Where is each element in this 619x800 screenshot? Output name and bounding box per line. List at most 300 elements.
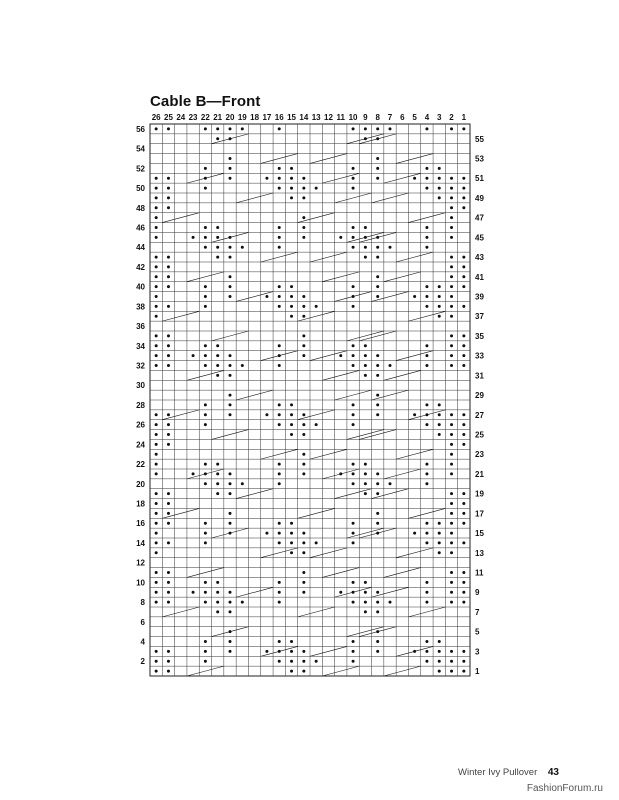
purl-dot bbox=[278, 413, 281, 416]
purl-dot bbox=[413, 177, 416, 180]
purl-dot bbox=[376, 610, 379, 613]
purl-dot bbox=[278, 305, 281, 308]
purl-dot bbox=[352, 423, 355, 426]
purl-dot bbox=[167, 591, 170, 594]
purl-dot bbox=[302, 305, 305, 308]
purl-dot bbox=[352, 187, 355, 190]
purl-dot bbox=[450, 571, 453, 574]
chart-title: Cable B—Front bbox=[150, 93, 261, 110]
purl-dot bbox=[438, 315, 441, 318]
purl-dot bbox=[278, 295, 281, 298]
purl-dot bbox=[376, 512, 379, 515]
purl-dot bbox=[352, 246, 355, 249]
row-label-left: 52 bbox=[136, 164, 145, 174]
purl-dot bbox=[290, 660, 293, 663]
purl-dot bbox=[167, 177, 170, 180]
purl-dot bbox=[216, 581, 219, 584]
row-label-right: 31 bbox=[475, 371, 484, 381]
purl-dot bbox=[265, 532, 268, 535]
purl-dot bbox=[462, 413, 465, 416]
purl-dot bbox=[216, 374, 219, 377]
purl-dot bbox=[302, 196, 305, 199]
purl-dot bbox=[462, 275, 465, 278]
row-label-left: 8 bbox=[140, 598, 145, 608]
purl-dot bbox=[438, 670, 441, 673]
purl-dot bbox=[155, 660, 158, 663]
purl-dot bbox=[155, 265, 158, 268]
column-number: 6 bbox=[400, 113, 405, 122]
purl-dot bbox=[352, 403, 355, 406]
purl-dot bbox=[352, 601, 355, 604]
purl-dot bbox=[290, 305, 293, 308]
purl-dot bbox=[438, 177, 441, 180]
purl-dot bbox=[290, 196, 293, 199]
column-number: 25 bbox=[164, 113, 173, 122]
column-number: 15 bbox=[287, 113, 296, 122]
purl-dot bbox=[229, 472, 232, 475]
purl-dot bbox=[229, 256, 232, 259]
purl-dot bbox=[204, 354, 207, 357]
purl-dot bbox=[278, 640, 281, 643]
purl-dot bbox=[229, 275, 232, 278]
purl-dot bbox=[167, 433, 170, 436]
purl-dot bbox=[376, 650, 379, 653]
purl-dot bbox=[462, 443, 465, 446]
purl-dot bbox=[352, 650, 355, 653]
purl-dot bbox=[216, 246, 219, 249]
purl-dot bbox=[278, 660, 281, 663]
purl-dot bbox=[216, 610, 219, 613]
row-label-right: 43 bbox=[475, 253, 484, 263]
purl-dot bbox=[438, 660, 441, 663]
purl-dot bbox=[450, 453, 453, 456]
purl-dot bbox=[352, 167, 355, 170]
purl-dot bbox=[462, 334, 465, 337]
purl-dot bbox=[155, 650, 158, 653]
purl-dot bbox=[155, 571, 158, 574]
purl-dot bbox=[450, 127, 453, 130]
column-number: 14 bbox=[299, 113, 309, 122]
purl-dot bbox=[302, 334, 305, 337]
purl-dot bbox=[265, 177, 268, 180]
row-label-left: 48 bbox=[136, 203, 145, 213]
row-label-left: 46 bbox=[136, 223, 145, 233]
purl-dot bbox=[425, 532, 428, 535]
row-label-left: 32 bbox=[136, 361, 145, 371]
purl-dot bbox=[352, 413, 355, 416]
purl-dot bbox=[204, 660, 207, 663]
purl-dot bbox=[290, 167, 293, 170]
purl-dot bbox=[290, 295, 293, 298]
purl-dot bbox=[167, 256, 170, 259]
row-label-left: 12 bbox=[136, 558, 145, 568]
purl-dot bbox=[438, 285, 441, 288]
purl-dot bbox=[364, 344, 367, 347]
purl-dot bbox=[364, 581, 367, 584]
purl-dot bbox=[229, 650, 232, 653]
row-label-left: 56 bbox=[136, 124, 145, 134]
purl-dot bbox=[450, 591, 453, 594]
column-number: 13 bbox=[311, 113, 321, 122]
purl-dot bbox=[229, 394, 232, 397]
purl-dot bbox=[376, 246, 379, 249]
purl-dot bbox=[155, 354, 158, 357]
purl-dot bbox=[315, 305, 318, 308]
purl-dot bbox=[155, 226, 158, 229]
purl-dot bbox=[450, 472, 453, 475]
purl-dot bbox=[352, 660, 355, 663]
purl-dot bbox=[229, 591, 232, 594]
column-number: 11 bbox=[336, 113, 346, 122]
purl-dot bbox=[376, 522, 379, 525]
purl-dot bbox=[155, 187, 158, 190]
row-label-right: 37 bbox=[475, 312, 484, 322]
purl-dot bbox=[278, 285, 281, 288]
purl-dot bbox=[462, 512, 465, 515]
row-label-left: 4 bbox=[140, 637, 145, 647]
purl-dot bbox=[450, 305, 453, 308]
purl-dot bbox=[352, 532, 355, 535]
purl-dot bbox=[167, 354, 170, 357]
purl-dot bbox=[204, 423, 207, 426]
purl-dot bbox=[425, 187, 428, 190]
purl-dot bbox=[425, 354, 428, 357]
purl-dot bbox=[450, 492, 453, 495]
purl-dot bbox=[204, 236, 207, 239]
purl-dot bbox=[450, 177, 453, 180]
purl-dot bbox=[290, 423, 293, 426]
purl-dot bbox=[438, 640, 441, 643]
purl-dot bbox=[241, 482, 244, 485]
purl-dot bbox=[462, 433, 465, 436]
purl-dot bbox=[352, 463, 355, 466]
purl-dot bbox=[278, 591, 281, 594]
purl-dot bbox=[216, 472, 219, 475]
purl-dot bbox=[462, 364, 465, 367]
purl-dot bbox=[204, 522, 207, 525]
purl-dot bbox=[229, 522, 232, 525]
purl-dot bbox=[462, 354, 465, 357]
row-label-left: 18 bbox=[136, 499, 145, 509]
row-label-left: 50 bbox=[136, 184, 145, 194]
purl-dot bbox=[302, 571, 305, 574]
purl-dot bbox=[302, 433, 305, 436]
purl-dot bbox=[450, 206, 453, 209]
purl-dot bbox=[278, 463, 281, 466]
purl-dot bbox=[376, 601, 379, 604]
purl-dot bbox=[302, 315, 305, 318]
row-label-left: 26 bbox=[136, 420, 145, 430]
row-label-left: 6 bbox=[140, 617, 145, 627]
purl-dot bbox=[352, 364, 355, 367]
purl-dot bbox=[462, 423, 465, 426]
purl-dot bbox=[290, 541, 293, 544]
purl-dot bbox=[376, 591, 379, 594]
purl-dot bbox=[389, 246, 392, 249]
purl-dot bbox=[155, 581, 158, 584]
purl-dot bbox=[278, 482, 281, 485]
row-label-left: 16 bbox=[136, 519, 145, 529]
purl-dot bbox=[192, 591, 195, 594]
purl-dot bbox=[155, 295, 158, 298]
purl-dot bbox=[450, 512, 453, 515]
purl-dot bbox=[364, 492, 367, 495]
purl-dot bbox=[302, 591, 305, 594]
purl-dot bbox=[167, 502, 170, 505]
purl-dot bbox=[302, 472, 305, 475]
column-number: 17 bbox=[262, 113, 272, 122]
row-label-right: 25 bbox=[475, 430, 484, 440]
row-label-right: 35 bbox=[475, 331, 484, 341]
purl-dot bbox=[364, 463, 367, 466]
purl-dot bbox=[278, 532, 281, 535]
purl-dot bbox=[450, 502, 453, 505]
purl-dot bbox=[376, 492, 379, 495]
purl-dot bbox=[155, 463, 158, 466]
purl-dot bbox=[352, 127, 355, 130]
watermark: FashionForum.ru bbox=[526, 783, 603, 794]
purl-dot bbox=[167, 650, 170, 653]
purl-dot bbox=[462, 344, 465, 347]
purl-dot bbox=[450, 256, 453, 259]
purl-dot bbox=[290, 650, 293, 653]
purl-dot bbox=[425, 650, 428, 653]
purl-dot bbox=[315, 423, 318, 426]
purl-dot bbox=[450, 364, 453, 367]
purl-dot bbox=[450, 196, 453, 199]
purl-dot bbox=[290, 187, 293, 190]
purl-dot bbox=[376, 374, 379, 377]
purl-dot bbox=[450, 433, 453, 436]
row-label-right: 13 bbox=[475, 548, 484, 558]
purl-dot bbox=[290, 551, 293, 554]
purl-dot bbox=[216, 492, 219, 495]
purl-dot bbox=[450, 295, 453, 298]
purl-dot bbox=[167, 305, 170, 308]
row-label-left: 20 bbox=[136, 479, 145, 489]
purl-dot bbox=[364, 246, 367, 249]
purl-dot bbox=[229, 285, 232, 288]
purl-dot bbox=[290, 177, 293, 180]
purl-dot bbox=[229, 512, 232, 515]
purl-dot bbox=[376, 640, 379, 643]
purl-dot bbox=[204, 581, 207, 584]
purl-dot bbox=[229, 354, 232, 357]
purl-dot bbox=[438, 305, 441, 308]
purl-dot bbox=[352, 581, 355, 584]
row-label-right: 1 bbox=[475, 667, 480, 677]
purl-dot bbox=[278, 423, 281, 426]
purl-dot bbox=[462, 206, 465, 209]
purl-dot bbox=[167, 275, 170, 278]
purl-dot bbox=[241, 127, 244, 130]
row-label-right: 29 bbox=[475, 391, 484, 401]
row-label-left: 30 bbox=[136, 381, 145, 391]
purl-dot bbox=[438, 403, 441, 406]
row-label-left: 54 bbox=[136, 144, 145, 154]
purl-dot bbox=[216, 601, 219, 604]
row-label-right: 17 bbox=[475, 509, 484, 519]
purl-dot bbox=[425, 246, 428, 249]
row-label-left: 2 bbox=[140, 657, 145, 667]
purl-dot bbox=[229, 601, 232, 604]
purl-dot bbox=[278, 541, 281, 544]
purl-dot bbox=[315, 187, 318, 190]
purl-dot bbox=[216, 127, 219, 130]
purl-dot bbox=[204, 463, 207, 466]
purl-dot bbox=[204, 344, 207, 347]
purl-dot bbox=[450, 532, 453, 535]
row-label-right: 47 bbox=[475, 213, 484, 223]
column-number: 22 bbox=[200, 113, 210, 122]
purl-dot bbox=[204, 403, 207, 406]
purl-dot bbox=[204, 226, 207, 229]
purl-dot bbox=[413, 413, 416, 416]
purl-dot bbox=[376, 472, 379, 475]
column-number: 16 bbox=[274, 113, 284, 122]
purl-dot bbox=[216, 482, 219, 485]
purl-dot bbox=[155, 315, 158, 318]
purl-dot bbox=[364, 374, 367, 377]
row-label-right: 11 bbox=[475, 568, 484, 578]
purl-dot bbox=[450, 344, 453, 347]
purl-dot bbox=[167, 127, 170, 130]
purl-dot bbox=[278, 522, 281, 525]
purl-dot bbox=[302, 177, 305, 180]
purl-dot bbox=[167, 265, 170, 268]
purl-dot bbox=[278, 581, 281, 584]
purl-dot bbox=[278, 187, 281, 190]
row-label-right: 7 bbox=[475, 607, 480, 617]
purl-dot bbox=[302, 216, 305, 219]
purl-dot bbox=[302, 354, 305, 357]
purl-dot bbox=[229, 640, 232, 643]
purl-dot bbox=[155, 127, 158, 130]
purl-dot bbox=[278, 364, 281, 367]
purl-dot bbox=[450, 315, 453, 318]
purl-dot bbox=[425, 482, 428, 485]
purl-dot bbox=[425, 364, 428, 367]
purl-dot bbox=[364, 256, 367, 259]
purl-dot bbox=[450, 334, 453, 337]
purl-dot bbox=[364, 364, 367, 367]
purl-dot bbox=[438, 433, 441, 436]
purl-dot bbox=[167, 492, 170, 495]
purl-dot bbox=[204, 640, 207, 643]
purl-dot bbox=[376, 394, 379, 397]
purl-dot bbox=[376, 177, 379, 180]
purl-dot bbox=[302, 670, 305, 673]
column-number: 8 bbox=[375, 113, 380, 122]
purl-dot bbox=[413, 295, 416, 298]
purl-dot bbox=[167, 334, 170, 337]
purl-dot bbox=[352, 541, 355, 544]
purl-dot bbox=[450, 551, 453, 554]
purl-dot bbox=[352, 354, 355, 357]
purl-dot bbox=[364, 482, 367, 485]
purl-dot bbox=[376, 256, 379, 259]
purl-dot bbox=[278, 226, 281, 229]
purl-dot bbox=[364, 226, 367, 229]
purl-dot bbox=[450, 413, 453, 416]
purl-dot bbox=[155, 236, 158, 239]
purl-dot bbox=[425, 344, 428, 347]
column-number: 26 bbox=[151, 113, 161, 122]
purl-dot bbox=[167, 344, 170, 347]
purl-dot bbox=[339, 591, 342, 594]
purl-dot bbox=[302, 187, 305, 190]
purl-dot bbox=[167, 512, 170, 515]
purl-dot bbox=[155, 670, 158, 673]
purl-dot bbox=[302, 650, 305, 653]
purl-dot bbox=[450, 285, 453, 288]
purl-dot bbox=[302, 551, 305, 554]
purl-dot bbox=[376, 364, 379, 367]
purl-dot bbox=[167, 660, 170, 663]
purl-dot bbox=[216, 463, 219, 466]
row-label-left: 22 bbox=[136, 460, 145, 470]
purl-dot bbox=[278, 127, 281, 130]
row-label-right: 33 bbox=[475, 351, 484, 361]
purl-dot bbox=[302, 236, 305, 239]
purl-dot bbox=[155, 433, 158, 436]
purl-dot bbox=[155, 275, 158, 278]
purl-dot bbox=[438, 295, 441, 298]
purl-dot bbox=[204, 532, 207, 535]
purl-dot bbox=[425, 226, 428, 229]
purl-dot bbox=[438, 196, 441, 199]
purl-dot bbox=[462, 541, 465, 544]
purl-dot bbox=[241, 601, 244, 604]
purl-dot bbox=[450, 463, 453, 466]
row-label-left: 40 bbox=[136, 282, 145, 292]
purl-dot bbox=[278, 167, 281, 170]
row-label-right: 45 bbox=[475, 233, 484, 243]
purl-dot bbox=[204, 601, 207, 604]
purl-dot bbox=[450, 236, 453, 239]
purl-dot bbox=[462, 591, 465, 594]
purl-dot bbox=[413, 532, 416, 535]
purl-dot bbox=[216, 236, 219, 239]
purl-dot bbox=[278, 601, 281, 604]
purl-dot bbox=[302, 413, 305, 416]
purl-dot bbox=[438, 541, 441, 544]
purl-dot bbox=[155, 334, 158, 337]
purl-dot bbox=[352, 177, 355, 180]
purl-dot bbox=[315, 541, 318, 544]
purl-dot bbox=[229, 295, 232, 298]
purl-dot bbox=[389, 482, 392, 485]
purl-dot bbox=[352, 482, 355, 485]
purl-dot bbox=[204, 127, 207, 130]
row-label-right: 5 bbox=[475, 627, 480, 637]
purl-dot bbox=[425, 581, 428, 584]
purl-dot bbox=[155, 285, 158, 288]
purl-dot bbox=[229, 177, 232, 180]
purl-dot bbox=[204, 285, 207, 288]
column-number: 21 bbox=[213, 113, 223, 122]
row-label-right: 3 bbox=[475, 647, 480, 657]
purl-dot bbox=[450, 443, 453, 446]
purl-dot bbox=[364, 354, 367, 357]
column-number: 10 bbox=[348, 113, 358, 122]
purl-dot bbox=[155, 492, 158, 495]
purl-dot bbox=[302, 463, 305, 466]
page-number: 43 bbox=[547, 767, 559, 778]
purl-dot bbox=[278, 236, 281, 239]
purl-dot bbox=[155, 541, 158, 544]
purl-dot bbox=[376, 403, 379, 406]
